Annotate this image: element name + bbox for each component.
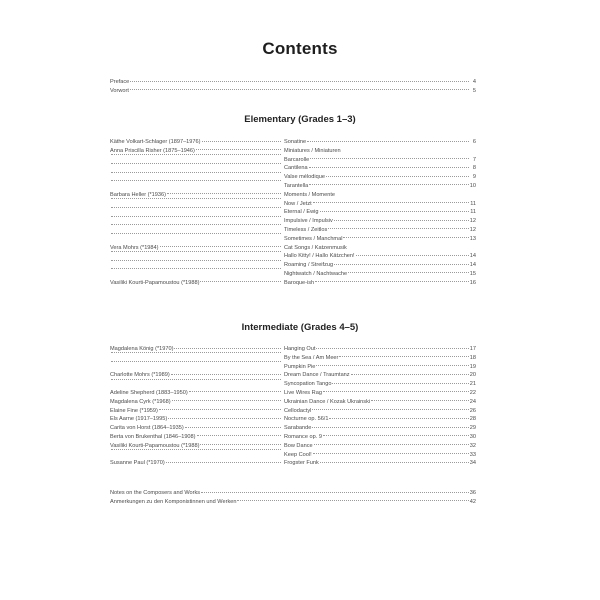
composer-name: Vasiliki Kourti-Papamoustou (*1988) <box>110 442 200 449</box>
dot-leader <box>332 383 468 384</box>
composer-cell <box>110 261 282 262</box>
dot-leader <box>312 427 468 428</box>
work-cell <box>284 389 476 398</box>
composer-cell <box>110 363 282 364</box>
page-number: 22 <box>469 389 476 396</box>
composer-cell <box>110 451 282 452</box>
composer-name: Adeline Shepherd (1883–1950) <box>110 389 188 396</box>
dot-leader <box>371 400 469 401</box>
work-cell <box>284 252 476 261</box>
work-cell <box>284 138 476 147</box>
front-matter-list <box>110 78 476 96</box>
work-cell <box>284 363 476 372</box>
dot-leader <box>171 374 281 375</box>
work-title: By the Sea / Am Meer <box>284 354 339 361</box>
page-number: 42 <box>469 498 476 505</box>
entry-label: Vorwort <box>110 87 129 94</box>
section-heading-elementary: Elementary (Grades 1–3) <box>244 114 356 125</box>
composer-name: Barbara Heller (*1936) <box>110 191 166 198</box>
work-cell <box>284 451 476 460</box>
dot-leader <box>168 418 281 419</box>
page-number: 14 <box>469 262 476 269</box>
toc-entry[interactable] <box>110 138 476 147</box>
page-title: Contents <box>262 39 338 58</box>
page-number: 15 <box>469 270 476 277</box>
dot-leader <box>339 356 468 357</box>
page-number: 9 <box>472 174 476 181</box>
composer-cell <box>110 173 282 174</box>
work-cell <box>284 433 476 442</box>
work-title: Nocturne op. 56/1 <box>284 416 329 423</box>
toc-entry[interactable] <box>110 433 476 442</box>
page-number: 24 <box>469 398 476 405</box>
intermediate-list <box>110 345 476 468</box>
work-title: Frogster Funk <box>284 460 319 467</box>
toc-entry[interactable] <box>110 451 476 460</box>
work-title: Ukrainian Dance / Kozak Ukrainski <box>284 398 371 405</box>
work-title: Sometimes / Manchmal <box>284 235 343 242</box>
work-cell <box>284 380 476 389</box>
work-title: Now / Jetzt <box>284 200 312 207</box>
page-number: 26 <box>469 407 476 414</box>
toc-entry[interactable] <box>110 398 476 407</box>
dot-leader <box>166 462 281 463</box>
work-title: Dream Dance / Traumtanz <box>284 372 350 379</box>
work-cell <box>284 261 476 270</box>
composer-name: Magdalena Cyrk (*1968) <box>110 398 171 405</box>
work-cell <box>284 279 476 288</box>
dot-leader <box>314 444 469 445</box>
work-title: Cellodactyl <box>284 407 312 414</box>
work-cell <box>284 345 476 354</box>
work-title: Timeless / Zeitlos <box>284 226 328 233</box>
composer-cell <box>110 226 282 227</box>
toc-entry[interactable] <box>110 270 476 279</box>
page-number: 12 <box>469 218 476 225</box>
work-cell <box>284 244 476 253</box>
dot-leader <box>111 449 281 450</box>
work-cell <box>284 156 476 165</box>
toc-entry[interactable] <box>110 363 476 372</box>
dot-leader <box>348 272 469 273</box>
dot-leader <box>313 202 469 203</box>
work-cell <box>284 407 476 416</box>
dot-leader <box>111 251 281 252</box>
dot-leader <box>316 348 468 349</box>
work-cell <box>284 217 476 226</box>
work-title: Sonatine <box>284 139 307 145</box>
composer-name: Elaine Fine (*1959) <box>110 407 158 414</box>
composer-cell <box>110 389 282 398</box>
composer-cell <box>110 354 282 355</box>
section-heading-intermediate: Intermediate (Grades 4–5) <box>241 322 359 333</box>
page-number: 11 <box>470 209 476 216</box>
dot-leader <box>111 172 281 173</box>
dot-leader <box>320 211 469 212</box>
dot-leader <box>200 444 281 445</box>
dot-leader <box>111 260 281 261</box>
work-cell <box>284 182 476 191</box>
dot-leader <box>197 435 281 436</box>
work-title: Moments / Momente <box>284 191 335 198</box>
page-number: 11 <box>470 200 476 207</box>
page-number: 36 <box>469 490 476 496</box>
work-title: Miniatures / Miniaturen <box>284 147 341 154</box>
dot-leader <box>189 391 281 392</box>
work-title: Eternal / Ewig <box>284 209 319 216</box>
page-number: 12 <box>469 226 476 233</box>
dot-leader <box>309 167 469 168</box>
dot-leader <box>167 193 281 194</box>
page-number: 18 <box>469 354 476 361</box>
dot-leader <box>111 207 281 208</box>
back-matter-list <box>110 489 476 507</box>
work-title: Tarantella <box>284 182 309 189</box>
toc-entry[interactable] <box>110 182 476 191</box>
dot-leader <box>130 81 469 82</box>
work-cell <box>284 442 476 451</box>
dot-leader <box>334 220 469 221</box>
dot-leader <box>312 409 468 410</box>
page-number: 13 <box>469 235 476 242</box>
dot-leader <box>328 228 468 229</box>
toc-entry[interactable] <box>110 424 476 433</box>
work-title: Baroque-ish <box>284 279 315 286</box>
composer-cell <box>110 138 282 147</box>
toc-entry-notes[interactable] <box>110 489 476 498</box>
dot-leader <box>174 348 281 349</box>
dot-leader <box>343 237 468 238</box>
work-cell <box>284 164 476 173</box>
dot-leader <box>111 198 281 199</box>
composer-cell <box>110 279 282 288</box>
composer-name: Carita von Horst (1864–1935) <box>110 425 184 432</box>
composer-name: Berta von Brukenthal (1846–1908) <box>110 433 196 440</box>
work-cell <box>284 459 476 468</box>
dot-leader <box>111 216 281 217</box>
composer-name: Magdalena König (*1970) <box>110 346 174 352</box>
page-number: 32 <box>469 442 476 449</box>
page-number: 8 <box>472 165 476 172</box>
dot-leader <box>201 492 469 493</box>
composer-name: Susanne Paul (*1970) <box>110 460 165 467</box>
work-cell <box>284 173 476 182</box>
toc-entry[interactable] <box>110 235 476 244</box>
work-title: Hanging Out <box>284 346 316 352</box>
work-title: Impulsive / Impulsiv <box>284 218 333 225</box>
composer-cell <box>110 380 282 381</box>
work-cell <box>284 147 476 156</box>
work-cell <box>284 191 476 200</box>
dot-leader <box>326 176 469 177</box>
toc-entry-vorwort[interactable] <box>110 87 476 96</box>
dot-leader <box>111 361 281 362</box>
dot-leader <box>111 180 281 181</box>
entry-label: Anmerkungen zu den Komponistinnen und Werken <box>110 498 237 505</box>
dot-leader <box>111 268 281 269</box>
work-cell <box>284 371 476 380</box>
work-title: Cat Songs / Katzenmusik <box>284 244 347 251</box>
composer-cell <box>110 235 282 236</box>
work-cell <box>284 235 476 244</box>
page-number: 17 <box>469 346 476 352</box>
page-number: 5 <box>472 87 476 94</box>
dot-leader <box>130 89 469 90</box>
composer-cell <box>110 270 282 271</box>
toc-entry[interactable] <box>110 415 476 424</box>
page-number: 28 <box>469 416 476 423</box>
dot-leader <box>351 374 469 375</box>
dot-leader <box>334 264 469 265</box>
dot-leader <box>316 365 468 366</box>
composer-cell <box>110 415 282 424</box>
work-title: Sarabande <box>284 425 312 432</box>
work-title: Nightwatch / Nachtwache <box>284 270 348 277</box>
work-cell <box>284 200 476 209</box>
entry-label: Notes on the Composers and Works <box>110 490 201 496</box>
elementary-list <box>110 138 476 288</box>
dot-leader <box>172 400 281 401</box>
dot-leader <box>315 281 469 282</box>
composer-cell <box>110 164 282 165</box>
composer-name: Anna Priscilla Risher (1875–1946) <box>110 147 195 154</box>
toc-entry[interactable] <box>110 459 476 468</box>
work-title: Romance op. 9 <box>284 433 322 440</box>
toc-entry[interactable] <box>110 380 476 389</box>
work-title: Pumpkin Pie <box>284 363 316 370</box>
dot-leader <box>323 435 469 436</box>
toc-entry-preface[interactable] <box>110 78 476 87</box>
work-title: Live Wires Rag <box>284 389 322 396</box>
page-number: 20 <box>469 372 476 379</box>
work-title: Roaming / Streifzug <box>284 262 334 269</box>
composer-cell <box>110 433 282 442</box>
work-title: Syncopation Tango <box>284 381 332 388</box>
work-cell <box>284 354 476 363</box>
composer-cell <box>110 200 282 201</box>
page-number: 14 <box>469 253 476 260</box>
page-number: 4 <box>472 79 476 85</box>
page-number: 21 <box>469 381 476 388</box>
dot-leader <box>160 246 281 247</box>
composer-name: Charlotte Mohrs (*1989) <box>110 372 170 379</box>
dot-leader <box>320 462 469 463</box>
toc-entry[interactable] <box>110 407 476 416</box>
page-number: 7 <box>472 156 476 163</box>
page-number: 34 <box>469 460 476 467</box>
composer-cell <box>110 156 282 157</box>
composer-cell <box>110 407 282 416</box>
work-title: Cantilena <box>284 165 308 172</box>
dot-leader <box>202 141 282 142</box>
work-cell <box>284 226 476 235</box>
work-title: Barcarolle <box>284 156 310 163</box>
dot-leader <box>356 255 469 256</box>
page-number: 6 <box>472 139 476 145</box>
page-number: 33 <box>469 451 476 458</box>
work-cell <box>284 270 476 279</box>
dot-leader <box>111 154 281 155</box>
composer-name: Els Aarne (1917–1995) <box>110 416 168 423</box>
page-number: 29 <box>469 425 476 432</box>
dot-leader <box>196 149 281 150</box>
dot-leader <box>111 224 281 225</box>
composer-cell <box>110 459 282 468</box>
dot-leader <box>111 233 281 234</box>
work-title: Hallo Kitty! / Hallo Kätzchen! <box>284 253 355 260</box>
composer-cell <box>110 182 282 183</box>
toc-entry-anmerkungen[interactable] <box>110 498 476 507</box>
composer-name: Vasiliki Kourti-Papamoustou (*1988) <box>110 279 200 286</box>
toc-entry[interactable] <box>110 279 476 288</box>
work-title: Valse mélodique <box>284 174 325 181</box>
page-number: 16 <box>469 279 476 286</box>
dot-leader <box>111 163 281 164</box>
composer-name: Vera Mohrs (*1984) <box>110 244 159 251</box>
dot-leader <box>237 500 468 501</box>
composer-cell <box>110 208 282 209</box>
composer-cell <box>110 424 282 433</box>
work-cell <box>284 424 476 433</box>
dot-leader <box>111 379 281 380</box>
dot-leader <box>323 391 469 392</box>
work-cell <box>284 398 476 407</box>
work-cell <box>284 415 476 424</box>
composer-cell <box>110 398 282 407</box>
work-title: Bow Dance <box>284 442 313 449</box>
dot-leader <box>111 352 281 353</box>
dot-leader <box>310 158 469 159</box>
dot-leader <box>313 453 469 454</box>
entry-label: Preface <box>110 79 130 85</box>
composer-name: Käthe Volkart-Schlager (1897–1976) <box>110 139 201 145</box>
dot-leader <box>200 281 281 282</box>
composer-cell <box>110 217 282 218</box>
dot-leader <box>307 141 469 142</box>
dot-leader <box>159 409 281 410</box>
page-number: 19 <box>469 363 476 370</box>
page-number: 30 <box>469 433 476 440</box>
dot-leader <box>329 418 468 419</box>
composer-cell <box>110 252 282 253</box>
work-cell <box>284 208 476 217</box>
toc-entry[interactable] <box>110 389 476 398</box>
work-title: Keep Cool! <box>284 451 312 458</box>
page-number: 10 <box>469 182 476 189</box>
dot-leader <box>309 184 469 185</box>
dot-leader <box>185 427 281 428</box>
